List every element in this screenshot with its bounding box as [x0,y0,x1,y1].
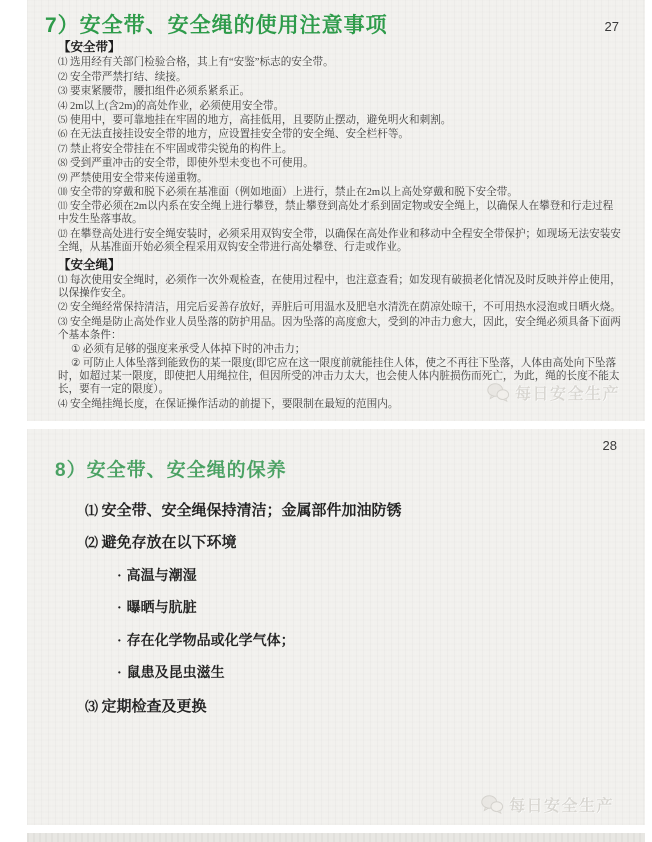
list-item: ⑶ 定期检查及更换 [85,698,207,715]
list-item: ⑶ 安全绳是防止高处作业人员坠落的防护用品。因为坠落的高度愈大，受到的冲击力愈大，因此，安全绳必须具备下面两个基本条件： [58,316,621,341]
list-item: ⑿ 在攀登高处进行安全绳安装时，必须采用双钩安全带，以确保在高处作业和移动中全程安全带保护；如现场无法安装安全绳，从基准面开始必须全程采用双钩安全带进行高处攀登、行走或作业。 [58,228,621,253]
item-number: ⑻ [58,159,68,170]
slide-title: 8）安全带、安全绳的保养 [55,460,287,481]
bullet-marker: · [117,601,122,616]
slide-title: 7）安全带、安全绳的使用注意事项 [45,14,388,37]
list-item: ⑷ 安全绳挂绳长度，在保证操作活动的前提下，要限制在最短的范围内。 [58,398,399,410]
item-number: ⑾ [58,202,68,213]
list-item: ⑴ 安全带、安全绳保持清洁；金属部件加油防锈 [85,503,402,519]
item-number: ⑴ [58,58,68,69]
list-item: ⑴ 选用经有关部门检验合格，其上有“安鉴”标志的安全带。 [58,57,334,69]
item-number: ⑷ [58,399,68,410]
item-number: ⑶ [58,87,68,98]
item-number: ⑽ [58,188,68,199]
item-number: ⑷ [58,101,68,112]
item-number: ⑸ [58,115,68,126]
item-number: ⑶ [58,317,68,328]
list-item: ⑵ 避免存放在以下环境 [85,534,237,551]
watermark [481,793,614,816]
list-item: ⑼ 严禁使用安全带来传递重物。 [58,172,208,184]
bullet-item: · 高温与潮湿 [117,568,197,584]
item-number: ⑺ [58,144,68,155]
wechat-chat-bubbles-icon [487,383,510,402]
item-number: ⑹ [58,130,68,141]
sub-list-item: ① 必须有足够的强度来承受人体掉下时的冲击力； [71,344,306,356]
watermark-text: 每日安全生产 [515,386,621,403]
list-item: ⑹ 在无法直接挂设安全带的地方，应设置挂安全带的安全绳、安全栏杆等。 [58,129,410,141]
list-item: ⑷ 2m以上(含2m)的高处作业，必须使用安全带。 [58,100,285,112]
list-item: ⑸ 使用中，要可靠地挂在牢固的地方，高挂低用，且要防止摆动，避免明火和刺割。 [58,114,452,126]
next-slide-edge [27,833,645,842]
section-heading: 【安全带】 [58,40,121,54]
item-number: ⑿ [58,229,68,240]
list-item: ⑵ 安全带严禁打结、续接。 [58,71,187,83]
bullet-marker: · [117,568,122,584]
item-number: ① [71,344,80,356]
wechat-chat-bubbles-icon [481,795,504,814]
page-number: 27 [604,19,619,34]
section-heading: 【安全绳】 [58,257,121,272]
bullet-marker: · [117,666,122,681]
list-item: ⑽ 安全带的穿戴和脱下必须在基准面（例如地面）上进行，禁止在2m以上高处穿戴和脱下安全带。 [58,187,518,199]
slide-body [85,502,605,729]
item-number: ⑴ [85,503,98,518]
list-item: ⑻ 受到严重冲击的安全带，即使外型未变也不可使用。 [58,158,314,170]
item-number: ⑴ [58,275,68,286]
bullet-item: · 存在化学物品或化学气体； [117,633,295,649]
item-number: ⑶ [85,698,98,714]
slide-27 [27,0,645,421]
list-item: ⑶ 要束紧腰带，腰扣组件必须系紧系正。 [58,86,251,98]
list-item: ⑺ 禁止将安全带挂在不牢固或带尖锐角的构件上。 [58,143,293,155]
watermark-text: 每日安全生产 [509,798,615,815]
bullet-item: · 鼠患及昆虫滋生 [117,666,225,681]
bullet-item: · 曝晒与肮脏 [117,601,197,616]
item-number: ⑵ [85,534,98,550]
slide-28 [27,429,645,825]
list-item: ⑵ 安全绳经常保持清洁，用完后妥善存放好，弄脏后可用温水及肥皂水清洗在荫凉处晾干，不可用热水浸泡或日晒火烧。 [58,302,621,314]
item-number: ② [71,358,80,370]
item-number: ⑵ [58,303,68,314]
list-item: ⑾ 安全带必须在2m以内系在安全绳上进行攀登，禁止攀登到高处才系到固定物或安全绳上，以确保人在攀登和行走过程中发生坠落事故。 [58,201,614,226]
item-number: ⑼ [58,173,68,184]
list-item: ⑴ 每次使用安全绳时，必须作一次外观检查，在使用过程中，也注意查看；如发现有破损老化情况及时反映并停止使用，以保操作安全。 [58,274,621,299]
bullet-list [85,568,605,683]
slide-body [58,37,623,413]
item-number: ⑵ [58,72,68,83]
page-number: 28 [602,438,617,453]
sub-list-item: ② 可防止人体坠落到能致伤的某一限度(即它应在这一限度前就能挂住人体，使之不再往下坠落，人体由高处向下坠落时，如超过某一限度，即使把人用绳拉住，但因所受的冲击力太大，也会使人体内脏损伤而死亡，为此，绳的长度不能太长，要有一定的限度）。 [58,358,620,396]
bullet-marker: · [117,633,122,649]
watermark [487,381,620,404]
